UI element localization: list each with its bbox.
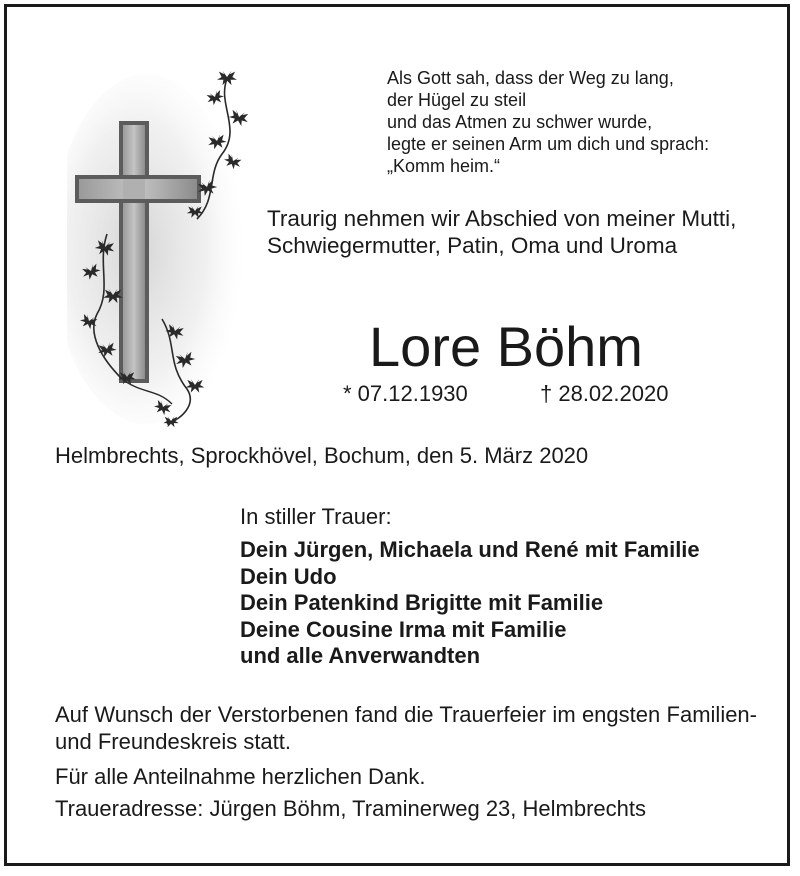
mourning-intro: In stiller Trauer: bbox=[240, 504, 392, 529]
poem-line: Als Gott sah, dass der Weg zu lang, bbox=[387, 68, 674, 88]
death-date: † 28.02.2020 bbox=[540, 381, 669, 406]
poem bbox=[387, 67, 709, 177]
mourner: und alle Anverwandten bbox=[240, 643, 481, 668]
mourning-address: Traueradresse: Jürgen Böhm, Traminerweg 23, Helmbrechts bbox=[55, 796, 646, 821]
funeral-notice: Auf Wunsch der Verstorbenen fand die Trauerfeier im engsten Familien- und Freundeskreis statt. bbox=[55, 702, 757, 754]
mourner: Dein Udo bbox=[240, 563, 337, 589]
farewell-intro: Traurig nehmen wir Abschied von meiner Mutti, Schwiegermutter, Patin, Oma und Uroma bbox=[267, 206, 737, 258]
mourner: Dein Jürgen, Michaela und René mit Familie bbox=[240, 537, 700, 562]
cross-with-ivy-icon bbox=[67, 59, 267, 429]
mourner: Deine Cousine Irma mit Familie bbox=[240, 616, 567, 642]
poem-line: „Komm heim.“ bbox=[387, 156, 501, 176]
mourners-list bbox=[240, 537, 700, 670]
obituary-frame bbox=[4, 4, 790, 866]
birth-date: * 07.12.1930 bbox=[343, 381, 468, 406]
poem-line: legte er seinen Arm um dich und sprach: bbox=[387, 134, 710, 154]
poem-line: der Hügel zu steil bbox=[387, 90, 527, 110]
place-and-date: Helmbrechts, Sprockhövel, Bochum, den 5. März 2020 bbox=[55, 443, 589, 468]
mourner: Dein Patenkind Brigitte mit Familie bbox=[240, 590, 604, 615]
poem-line: und das Atmen zu schwer wurde, bbox=[387, 112, 653, 132]
deceased-name: Lore Böhm bbox=[369, 315, 643, 378]
thanks-line: Für alle Anteilnahme herzlichen Dank. bbox=[55, 764, 426, 789]
